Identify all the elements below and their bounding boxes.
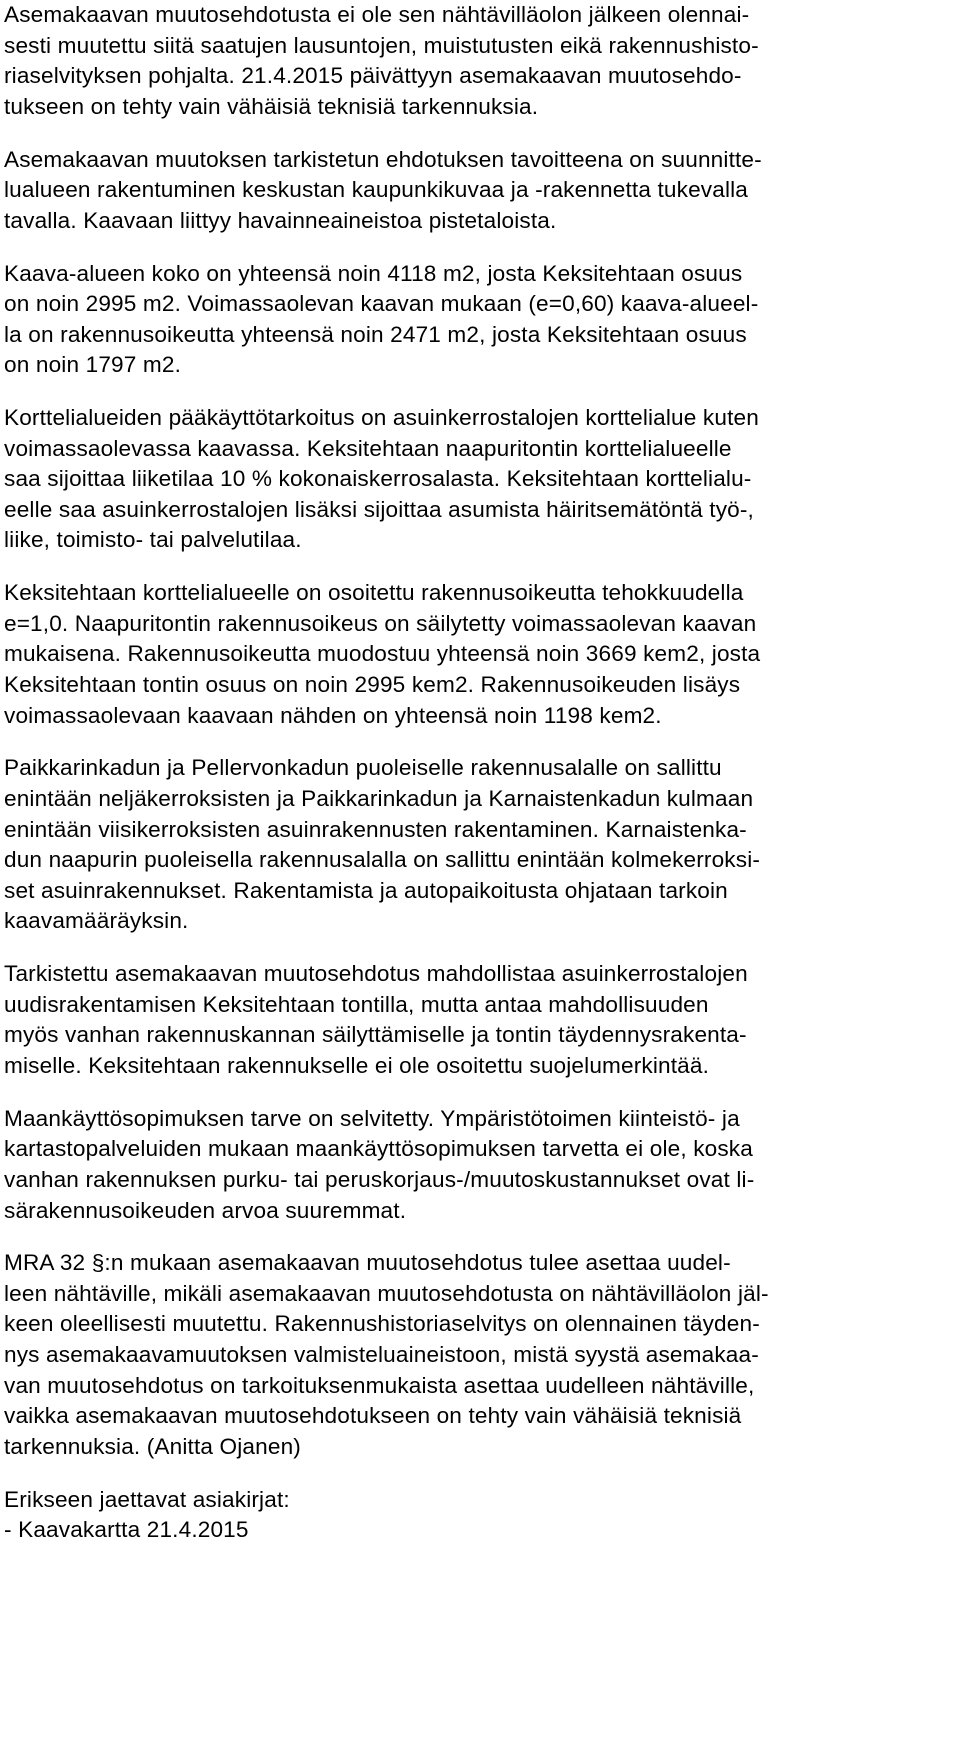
text-line: on noin 2995 m2. Voimassaolevan kaavan mukaan (e=0,60) kaava-alueel-: [4, 291, 759, 317]
text-line: keen oleellisesti muutettu. Rakennushistoriaselvitys on olennainen täyden-: [4, 1311, 760, 1337]
text-line: voimassaolevaan kaavaan nähden on yhteensä noin 1198 kem2.: [4, 702, 662, 728]
text-line: riaselvityksen pohjalta. 21.4.2015 päivättyyn asemakaavan muutosehdo-: [4, 63, 742, 89]
text-line: MRA 32 §:n mukaan asemakaavan muutosehdotus tulee asettaa uudel-: [4, 1250, 731, 1276]
text-line: e=1,0. Naapuritontin rakennusoikeus on säilytetty voimassaolevan kaavan: [4, 610, 757, 636]
text-line: dun naapurin puoleisella rakennusalalla on sallittu enintään kolmekerroksi-: [4, 847, 761, 873]
text-line: Korttelialueiden pääkäyttötarkoitus on asuinkerrostalojen korttelialue kuten: [4, 405, 759, 431]
paragraph: [4, 578, 956, 731]
attachments-heading: Erikseen jaettavat asiakirjat:: [4, 1486, 290, 1512]
text-line: enintään neljäkerroksisten ja Paikkarinkadun ja Karnaistenkadun kulmaan: [4, 786, 754, 811]
paragraph: [4, 259, 956, 381]
text-line: sesti muutettu siitä saatujen lausuntojen, muistutusten eikä rakennushisto-: [4, 32, 759, 58]
text-line: Asemakaavan muutoksen tarkistetun ehdotuksen tavoitteena on suunnitte-: [4, 146, 762, 172]
text-line: kaavamääräyksin.: [4, 908, 189, 934]
text-line: voimassaolevassa kaavassa. Keksitehtaan naapuritontin korttelialueelle: [4, 435, 732, 461]
text-line: Asemakaavan muutosehdotusta ei ole sen nähtävilläolon jälkeen olennai-: [4, 2, 750, 27]
text-line: Keksitehtaan korttelialueelle on osoitettu rakennusoikeutta tehokkuudella: [4, 580, 744, 606]
paragraph: [4, 753, 956, 937]
text-line: Paikkarinkadun ja Pellervonkadun puoleiselle rakennusalalle on sallittu: [4, 755, 722, 781]
text-line: tukseen on tehty vain vähäisiä teknisiä tarkennuksia.: [4, 93, 539, 119]
text-line: vaikka asemakaavan muutosehdotukseen on tehty vain vähäisiä teknisiä: [4, 1403, 742, 1429]
attachments-section: [4, 1485, 956, 1546]
text-line: eelle saa asuinkerrostalojen lisäksi sijoittaa asumista häiritsemätöntä työ-,: [4, 496, 754, 522]
text-line: uudisrakentamisen Keksitehtaan tontilla, mutta antaa mahdollisuuden: [4, 991, 709, 1017]
paragraph: [4, 0, 956, 122]
text-line: kartastopalveluiden mukaan maankäyttösopimuksen tarvetta ei ole, koska: [4, 1136, 753, 1162]
text-line: enintään viisikerroksisten asuinrakennusten rakentaminen. Karnaistenka-: [4, 816, 747, 842]
paragraph: [4, 1104, 956, 1226]
text-line: Tarkistettu asemakaavan muutosehdotus mahdollistaa asuinkerrostalojen: [4, 961, 748, 987]
text-line: lualueen rakentuminen keskustan kaupunkikuvaa ja -rakennetta tukevalla: [4, 177, 749, 203]
text-line: Maankäyttösopimuksen tarve on selvitetty. Ympäristötoimen kiinteistö- ja: [4, 1105, 740, 1131]
text-line: miselle. Keksitehtaan rakennukselle ei ole osoitettu suojelumerkintää.: [4, 1052, 710, 1078]
text-line: nys asemakaavamuutoksen valmisteluaineistoon, mistä syystä asemakaa-: [4, 1342, 759, 1368]
paragraph: [4, 145, 956, 237]
text-line: saa sijoittaa liiketilaa 10 % kokonaiskerrosalasta. Keksitehtaan korttelialu-: [4, 466, 752, 492]
document-page: [4, 0, 956, 1546]
text-line: tarkennuksia. (Anitta Ojanen): [4, 1433, 301, 1459]
text-line: liike, toimisto- tai palvelutilaa.: [4, 527, 302, 553]
text-line: set asuinrakennukset. Rakentamista ja autopaikoitusta ohjataan tarkoin: [4, 877, 728, 903]
text-line: Kaava-alueen koko on yhteensä noin 4118 m2, josta Keksitehtaan osuus: [4, 260, 743, 286]
text-line: on noin 1797 m2.: [4, 352, 182, 378]
text-line: la on rakennusoikeutta yhteensä noin 2471 m2, josta Keksitehtaan osuus: [4, 321, 747, 347]
text-line: särakennusoikeuden arvoa suuremmat.: [4, 1197, 407, 1223]
paragraph: [4, 1248, 956, 1462]
attachment-item: - Kaavakartta 21.4.2015: [4, 1517, 249, 1543]
text-line: Keksitehtaan tontin osuus on noin 2995 kem2. Rakennusoikeuden lisäys: [4, 672, 741, 698]
text-line: mukaisena. Rakennusoikeutta muodostuu yhteensä noin 3669 kem2, josta: [4, 641, 761, 667]
text-line: vanhan rakennuksen purku- tai peruskorjaus-/muutoskustannukset ovat li-: [4, 1166, 755, 1192]
text-line: leen nähtäville, mikäli asemakaavan muutosehdotusta on nähtävilläolon jäl-: [4, 1280, 769, 1306]
paragraph: [4, 403, 956, 556]
paragraph: [4, 959, 956, 1081]
text-line: myös vanhan rakennuskannan säilyttämiselle ja tontin täydennysrakenta-: [4, 1022, 747, 1048]
text-line: tavalla. Kaavaan liittyy havainneaineistoa pistetaloista.: [4, 207, 557, 233]
text-line: van muutosehdotus on tarkoituksenmukaista asettaa uudelleen nähtäville,: [4, 1372, 755, 1398]
document-body: [4, 0, 956, 1462]
